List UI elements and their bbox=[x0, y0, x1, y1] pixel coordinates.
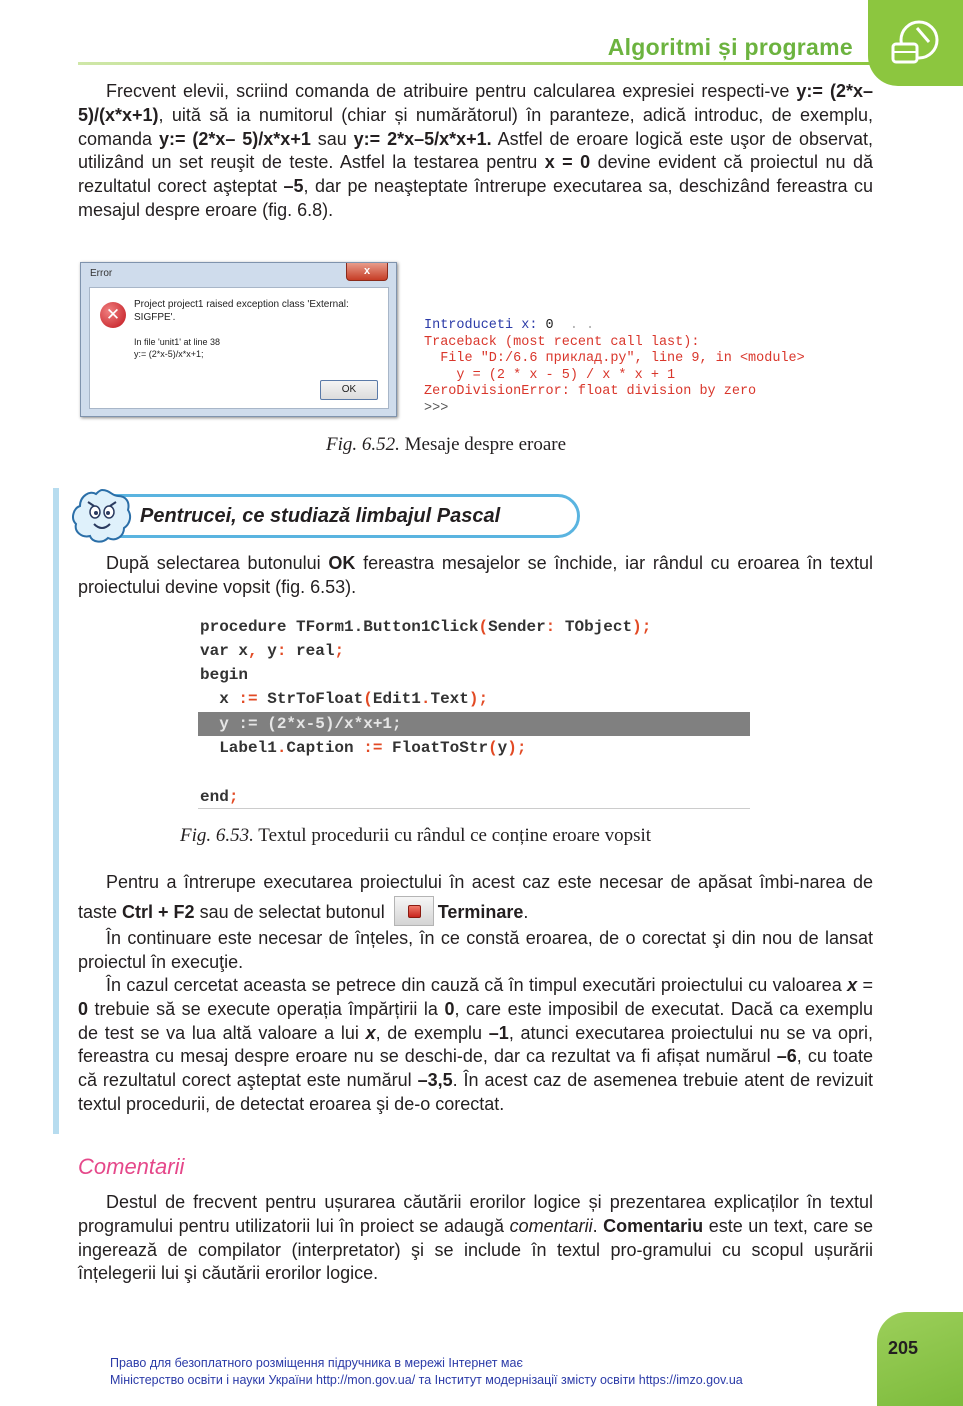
intro-paragraph: Frecvent elevii, scriind comanda de atribuire pentru calcularea expresiei respecti-ve y:= (2*x–5)/(x*x+1), uită să ia numitorul (chiar și numărătorul) în paranteze, adică introduc, de exemplu, comanda y:= (2*x– 5)/x*x+1 sau y:= 2*x–5/x*x+1. Astfel de eroare logică este uşor de observat, utilizând un set reuşit de teste. Astfel la testarea pentru x = 0 devine evident că proiectul nu dă rezultatul corect aşteptat –5, dar pe neaşteptate întrerupe executarea sa, deschizând fereastra cu mesajul despre eroare (fig. 6.8). bbox=[78, 81, 874, 220]
console-file-line: File "D:/6.6 приклад.py", line 9, in <module> bbox=[424, 351, 805, 367]
continue-paragraph: În continuare este necesar de înțeles, în ce constă eroarea, de o corectat şi din nou de lansat proiectul în execuţie. bbox=[78, 928, 873, 972]
code-line: end; bbox=[200, 788, 239, 806]
code-line: Label1.Caption := FloatToStr(y); bbox=[200, 739, 527, 757]
comments-heading: Comentarii bbox=[78, 1154, 185, 1179]
console-traceback: Traceback (most recent call last): bbox=[424, 334, 700, 350]
close-button[interactable]: x bbox=[346, 263, 388, 281]
error-dialog bbox=[80, 262, 397, 417]
ok-button[interactable]: OK bbox=[320, 380, 378, 400]
header-tab bbox=[868, 0, 963, 86]
error-dialog-title: Error bbox=[90, 268, 113, 279]
python-console bbox=[424, 318, 884, 418]
error-message: Project project1 raised exception class 'External: SIGFPE'. bbox=[134, 299, 349, 323]
footer-line-1: Право для безоплатного розміщення підручника в мережі Інтернет має bbox=[110, 1356, 523, 1370]
pascal-paragraph: După selectarea butonului OK fereastra mesajelor se închide, iar rândul cu eroarea în textul proiectului devine vopsit (fig. 6.53). bbox=[78, 553, 873, 597]
error-dialog-body bbox=[89, 287, 389, 409]
highlighted-error-line: y := (2*x-5)/x*x+1; bbox=[198, 712, 750, 736]
tablet-stylus-icon bbox=[889, 18, 941, 70]
mascot-icon bbox=[72, 488, 132, 544]
console-code-line: y = (2 * x - 5) / x * x + 1 bbox=[424, 367, 676, 383]
console-prompt: >>> bbox=[424, 400, 449, 416]
stop-paragraph: Pentru a întrerupe executarea proiectului în acest caz este necesar de apăsat îmbi-narea de taste Ctrl + F2 sau de selectat butonul Terminare. bbox=[78, 868, 873, 926]
case-paragraph: În cazul cercetat aceasta se petrece din cauză că în timpul executări proiectului cu valoarea x = 0 trebuie să se execute operația împărțirii la 0, care este imposibil de executat. Dacă ca exemplu de test se va lua altă valoare a lui x, de exemplu –1, atunci executarea proiectului nu se va opri, fereastra cu mesaj despre eroare nu se deschi-de, dar ca rezultat va fi afișat numărul –6, cu toate că rezultatul corect aşteptat este numărul –3,5. În acest caz de asemenea trebuie atent de revizuit textul procedurii, de detectat eroarea şi de-o corectat. bbox=[78, 975, 874, 1114]
comments-paragraph: Destul de frecvent pentru ușurarea căutării erorilor logice și prezentarea explicaților în textul programului pentru utilizatorii lui în proiect se adaugă comentarii. Comentariu este un text, care se ingerează de compilator (interpretator) şi se include în textul pro-gramului cu scopul ușurării înțelegerii lui şi căutării erorilor logice. bbox=[78, 1192, 873, 1284]
figure-caption-6-52: Fig. 6.52. Mesaje despre eroare bbox=[326, 434, 567, 455]
chapter-title: Algoritmi și programe bbox=[607, 34, 853, 60]
code-line: begin bbox=[200, 666, 249, 684]
figure-caption-6-53: Fig. 6.53. Textul procedurii cu rândul ce conține eroare vopsit bbox=[180, 825, 652, 846]
stop-icon bbox=[408, 905, 421, 918]
error-location bbox=[134, 336, 220, 360]
code-line: procedure TForm1.Button1Click(Sender: TObject); bbox=[200, 618, 652, 636]
console-input-line: Introduceti x: 0 . . bbox=[424, 318, 595, 333]
header-rule bbox=[78, 62, 878, 65]
code-line: x := StrToFloat(Edit1.Text); bbox=[200, 690, 489, 708]
error-icon: ✕ bbox=[100, 302, 126, 328]
section-title: Pentrucei, ce studiază limbajul Pascal bbox=[140, 505, 501, 527]
error-code-line: y:= (2*x-5)/x*x+1; bbox=[134, 349, 204, 359]
console-error-line: ZeroDivisionError: float division by zero bbox=[424, 384, 757, 400]
page-number-tab bbox=[877, 1312, 963, 1406]
footer-line-2: Міністерство освіти і науки України http://mon.gov.ua/ та Інститут модернізації змісту освіти https://imzo.gov.ua bbox=[110, 1373, 743, 1387]
page-number: 205 bbox=[887, 1338, 918, 1358]
section-side-bar bbox=[53, 488, 59, 1134]
pascal-code-block bbox=[198, 615, 750, 809]
code-line: var x, y: real; bbox=[200, 642, 345, 660]
error-file-line: In file 'unit1' at line 38 bbox=[134, 337, 220, 347]
stop-button[interactable] bbox=[394, 896, 434, 926]
